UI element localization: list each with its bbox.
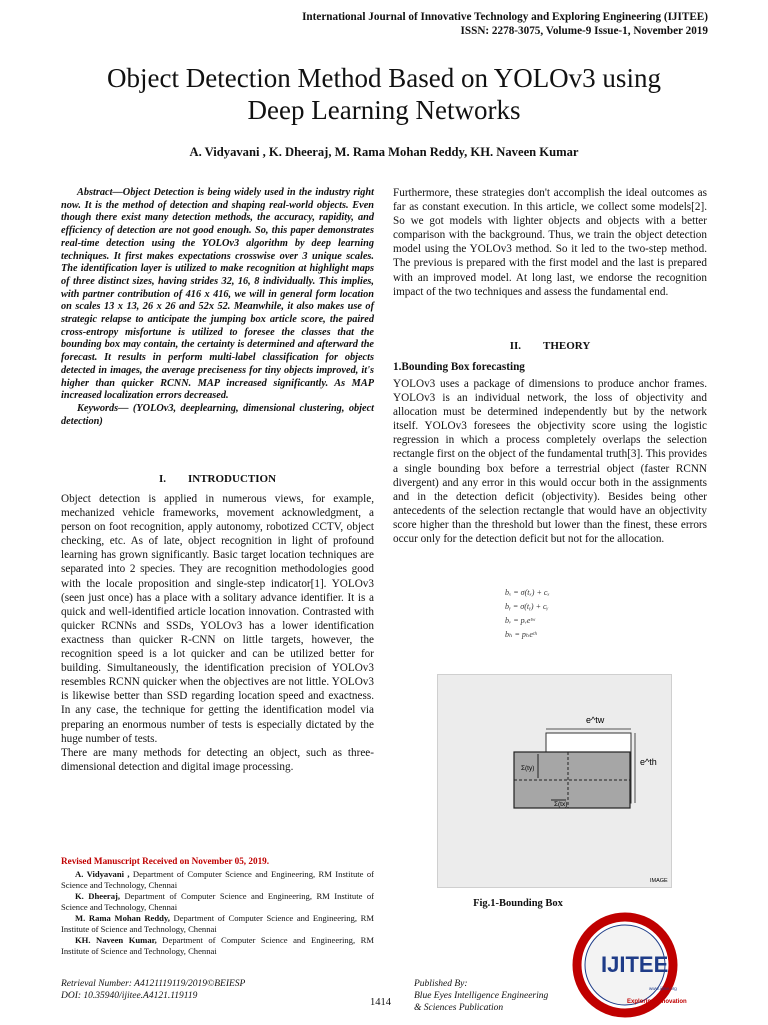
affiliations [61, 869, 374, 957]
equation: bᵥ = pᵥeᵗʷ [505, 616, 535, 625]
logo-text: IJITEE [601, 952, 669, 977]
affiliation-item [61, 935, 374, 957]
logo-url: www.ijitee.org [649, 986, 677, 991]
section-heading-introduction: I. INTRODUCTION [158, 473, 277, 485]
affiliation-name: KH. Naveen Kumar, [75, 935, 157, 945]
published-by: Published By: [414, 979, 468, 989]
journal-issn: ISSN: 2278-3075, Volume-9 Issue-1, November 2019 [460, 25, 708, 37]
publisher-line-1: Blue Eyes Intelligence Engineering [414, 991, 549, 1001]
affiliation-name: A. Vidyavani , [75, 869, 130, 879]
affiliation-name: K. Dheeraj, [75, 891, 121, 901]
page-number: 1414 [370, 997, 391, 1008]
affiliation-item [61, 891, 374, 913]
introduction-body [61, 492, 374, 774]
affiliation-item [61, 869, 374, 891]
abstract-text: Abstract—Object Detection is being widely used in the industry right now. It is the method of detection and shaping real-world objects. Even though there exist many detection methods, the accuracy, rapidity, and efficiency of detection are not good enough. So, this paper demonstrates real-time detection using the YOLOv3 algorithm by deep learning techniques. It first makes expectations crosswise over 3 unique scales. The identification layer is utilized to make recognition at highlight maps of three distinct sizes, having strides 32, 16, 8 individually. This implies, with partner contribution of 416 x 416, we will in general form location on scales 13 x 13, 26 x 26 and 52x 52. Meanwhile, it also makes use of strategic relapse to anticipate the jumping box article score, the paired cross-entropy misfortune is utilized to foresee the classes that the bounding box may contain, the certainty is determined and afterward the forecast. It results in perform multi-label classification for objects detected in images, the average preciseness for tiny objects improved, it's higher than quicker RCNN. MAP increased significantly. As MAP increased localization errors decreased. [61, 187, 374, 402]
journal-name: International Journal of Innovative Technology and Exploring Engineering (IJITEE) [302, 11, 708, 23]
label-tw: e^tw [586, 715, 605, 725]
intro-paragraph-2: There are many methods for detecting an object, such as three-dimensional detection and digital image processing. [61, 746, 374, 773]
ijitee-logo-graphic [565, 910, 715, 1020]
affiliation-item [61, 913, 374, 935]
equation: bₓ = σ(tₓ) + cₓ [505, 588, 550, 597]
author-list: A. Vidyavani , K. Dheeraj, M. Rama Mohan Reddy, KH. Naveen Kumar [189, 145, 579, 159]
doi: DOI: 10.35940/ijitee.A4121.119119 [61, 991, 198, 1001]
equation: bₕ = pₕeᵗʰ [505, 630, 537, 639]
intro-paragraph-1: Object detection is applied in numerous views, for example, mechanized vehicle frameworks, movement acknowledgment, a person on foot recognition, apply autonomy, robotized CCTV, object checking, etc. As of late, object recognition in light of profound learning has grown significantly. Basic target location techniques are separated into 2 species. They are recognition methodologies good with the locale proposition and single-step indicator[1]. YOLOv3 (seen just once) has a place with a solitary advance identifier. It is a quick and well-identified article location innovation. Contrasted with quicker RCNNs and SSDs, YOLOv3 has a lower identification exactness than quicker R-CNN on little targets, however, the recognition speed is a lot quicker and can be utilized better for building. Simultaneously, the identification precision of YOLOv3 resembles RCNN quicker when the objectives are not little. YOLOv3 is likewise better than SSD regarding location speed and exactness. In any case, the technique for getting the identification model via preparing an enormous number of tests is especially dictated by the huge number of tests. [61, 493, 374, 745]
figure-caption: Fig.1-Bounding Box [473, 898, 563, 909]
bounding-box-figure [437, 674, 672, 888]
label-ty: Σ(ty) [521, 765, 535, 772]
theory-paragraph: YOLOv3 uses a package of dimensions to produce anchor frames. YOLOv3 is an individual network, the loss of objectivity and allocation must be determined independently but by the network itself. YOLOv3 foresees the objectivity score using the logistic regression in which a process completely overlaps the selection rectangle first on the object of the fundamental truth[3]. This provides a single bounding box before a terrestrial object (faster RCNN divergent) and any error in this would occur both in the assignments and in the detection deficit (objectivity). Besides being other antecedents of the selection rectangle that would have an objectivity score higher than the threshold but lower than the finest, these errors occur only for the detection deficit but not for the allocation. [393, 378, 707, 546]
revised-manuscript-note: Revised Manuscript Received on November 05, 2019. [61, 856, 270, 866]
subsection-heading: 1.Bounding Box forecasting [393, 361, 525, 373]
publisher-line-2: & Sciences Publication [414, 1003, 504, 1013]
keywords: Keywords— (YOLOv3, deeplearning, dimensional clustering, object detection) [61, 402, 374, 427]
affiliation-text: Department of Computer Science and Engineering, RM Institute of Science and Technology, Chennai [61, 913, 374, 934]
affiliation-text: Department of Computer Science and Engineering, RM Institute of Science and Technology, Chennai [61, 869, 374, 890]
affiliation-text: Department of Computer Science and Engineering, RM Institute of Science and Technology, Chennai [61, 935, 374, 956]
retrieval-number: Retrieval Number: A4121119119/2019©BEIESP [61, 979, 246, 989]
footer-right [414, 978, 548, 1014]
image-tag: IMAGE [650, 878, 668, 884]
bounding-box-diagram [438, 675, 671, 887]
logo-ring-text: Exploring Innovation [627, 999, 687, 1005]
section-heading-theory: II. THEORY [509, 340, 591, 352]
title-line-1: Object Detection Method Based on YOLOv3 using [107, 63, 661, 93]
label-th: e^th [640, 757, 657, 767]
title-line-2: Deep Learning Networks [247, 95, 521, 125]
footer-left [61, 978, 245, 1002]
body-paragraph: Furthermore, these strategies don't accomplish the ideal outcomes as far as constant execution. In this article, we collect some models[2]. So we got models with lighter objects and objects with a better comparison with the background. Thus, we train the object detection model using the YOLOv3 method. So it led to the two-step method. The previous is prepared with the first model and the last is prepared with an improved model. At long last, we endorse the recognition impact of the two techniques and assess the fundamental end. [393, 187, 707, 298]
paper-title [40, 62, 728, 126]
equation: bᵧ = σ(tᵧ) + cᵧ [505, 602, 549, 611]
label-tx: Σ(tx) [554, 801, 568, 808]
bounding-box-equations [505, 586, 615, 642]
abstract [61, 187, 374, 428]
affiliation-name: M. Rama Mohan Reddy, [75, 913, 170, 923]
journal-header [302, 10, 708, 38]
ijitee-logo [565, 910, 715, 1020]
affiliation-text: Department of Computer Science and Engineering, RM Institute of Science and Technology, Chennai [61, 891, 375, 912]
